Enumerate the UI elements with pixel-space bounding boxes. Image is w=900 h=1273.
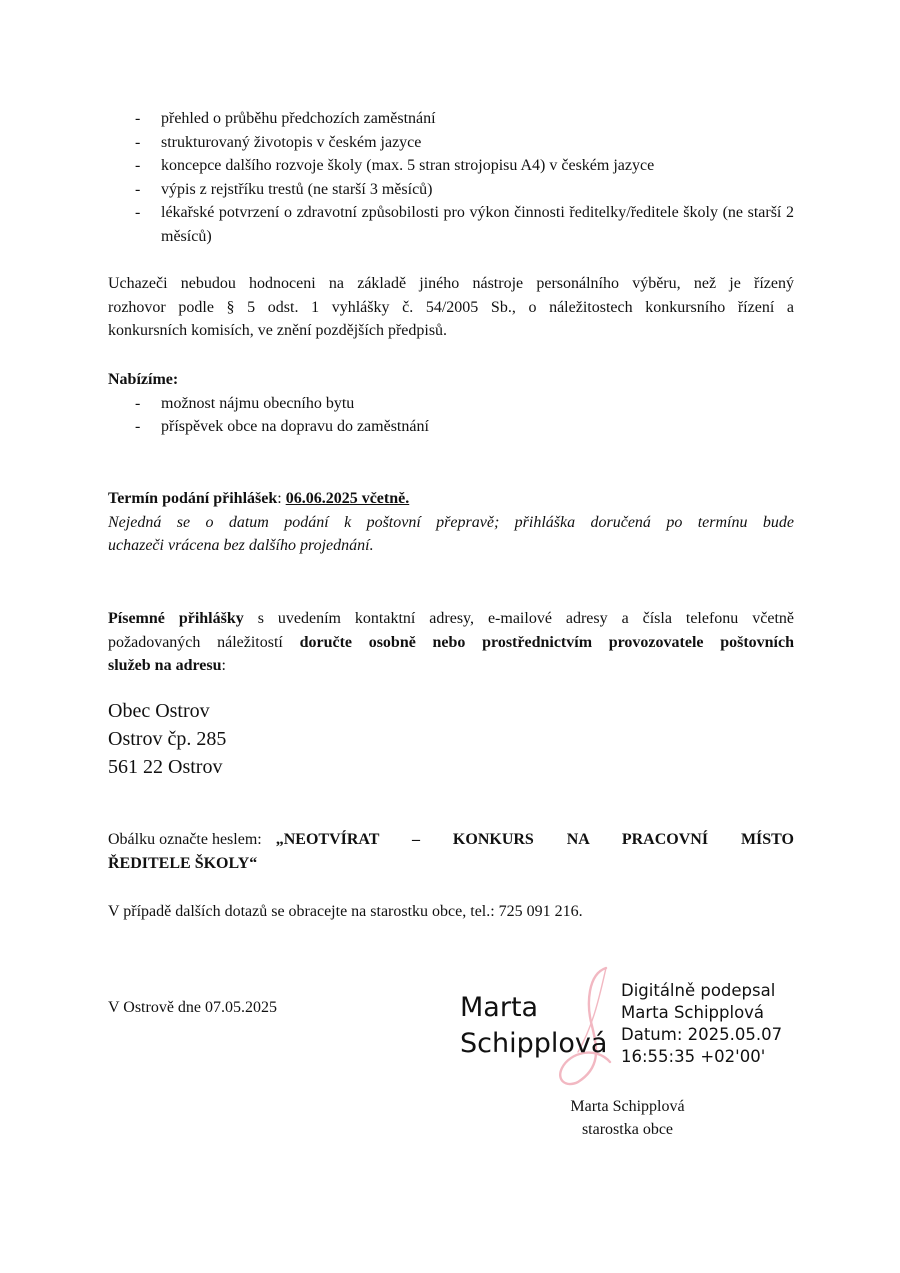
- offer-heading: Nabízíme:: [108, 371, 179, 388]
- delivery-address: Obec Ostrov Ostrov čp. 285 561 22 Ostrov: [108, 700, 227, 778]
- submission-paragraph: Písemné přihlášky s uvedením kontaktní adresy, e-mailové adresy a čísla telefonu včetně požadovaných náležitostí doručte osobně nebo prostřednictvím provozovatele poštovních služeb na adresu:: [108, 610, 795, 674]
- bullet-dash: -: [135, 180, 141, 198]
- place-date: V Ostrově dne 07.05.2025: [108, 999, 278, 1016]
- deadline-note: Nejedná se o datum podání k poštovní přepravě; přihláška doručená po termínu bude: [108, 513, 794, 531]
- offer-section: [108, 368, 794, 439]
- signer-role: starostka obce: [581, 1121, 674, 1138]
- bullet-dash: -: [135, 157, 141, 174]
- deadline-line: Termín podání přihlášek: 06.06.2025 včetně.: [108, 490, 410, 507]
- bullet-dash: -: [135, 110, 141, 127]
- list-item: - koncepce dalšího rozvoje školy (max. 5 stran strojopisu A4) v českém jazyce: [108, 154, 794, 178]
- list-item: - výpis z rejstříku trestů (ne starší 3 měsíců): [108, 178, 794, 202]
- signer-name: Marta Schipplová: [570, 1098, 685, 1115]
- digital-signature-name: Marta Schipplová: [460, 992, 608, 1059]
- evaluation-paragraph: Uchazeči nebudou hodnoceni na základě jiného nástroje personálního výběru, než je řízený rozhovor podle § 5 odst. 1 vyhlášky č. 54/2005 Sb., o náležitostech konkursního řízení a konkursních komisích, ve znění pozdějších předpisů.: [108, 275, 794, 339]
- requirements-list-block: [108, 107, 794, 248]
- deadline-label: Termín podání přihlášek: [108, 490, 278, 507]
- digital-signature-info: Digitálně podepsal Marta Schipplová Datum: 2025.05.07 16:55:35 +02'00': [621, 981, 783, 1066]
- offer-list: [108, 392, 794, 439]
- list-item: - lékařské potvrzení o zdravotní způsobilosti pro výkon činnosti ředitelky/ředitele školy (ne starší 2 měsíců): [108, 201, 794, 248]
- list-item: - přehled o průběhu předchozích zaměstnání: [108, 107, 794, 131]
- bullet-dash: -: [135, 394, 141, 412]
- deadline-date: 06.06.2025 včetně.: [285, 490, 410, 507]
- bullet-dash: -: [135, 418, 141, 435]
- bullet-dash: -: [135, 133, 141, 151]
- requirements-list: [108, 107, 794, 248]
- deadline-section: Termín podání přihlášek: 06.06.2025 včetně. Nejedná se o datum podání k poštovní přepravě; přihláška doručená po termínu bude uchazeči vrácena bez dalšího projednání.: [108, 487, 794, 558]
- bullet-dash: -: [135, 204, 141, 221]
- contact-line: V případě dalších dotazů se obracejte na starostku obce, tel.: 725 091 216.: [108, 903, 583, 920]
- list-item: - možnost nájmu obecního bytu: [108, 392, 794, 416]
- list-item: - strukturovaný životopis v českém jazyce: [108, 131, 794, 155]
- signer-block: [520, 1095, 735, 1141]
- list-item: - příspěvek obce na dopravu do zaměstnání: [108, 415, 794, 439]
- envelope-paragraph: Obálku označte heslem: „NEOTVÍRAT – KONKURS NA PRACOVNÍ MÍSTO ŘEDITELE ŠKOLY“: [108, 831, 794, 872]
